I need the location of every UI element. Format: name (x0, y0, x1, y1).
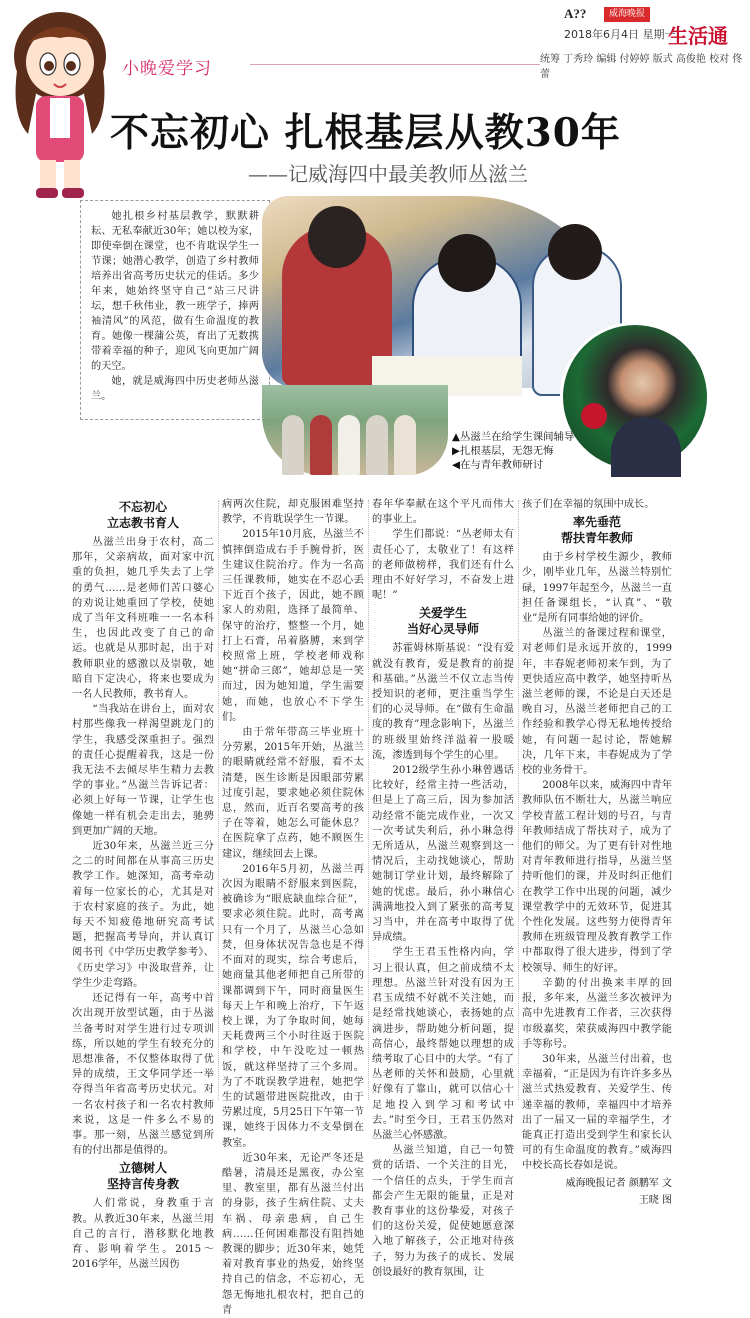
article-subtitle: ——记威海四中最美教师丛滋兰 (248, 162, 528, 186)
section-heading: 立德树人 (118, 1161, 167, 1176)
article-column-3 (372, 497, 514, 1280)
section-subheading: 当好心灵导师 (406, 622, 479, 637)
page-header (0, 0, 750, 92)
body-paragraph: 2012级学生孙小琳曾遇话比较好，经常主持一些活动，但是上了高三后，因为参加活动经常不能完成作业，一次又一次考试失利后，孙小琳急得无所适从，丛滋兰观察到这一情况后，主动找她谈心，帮助她制订学业计划，最终解除了她的忧虑。最后，孙小琳信心满满地投入到了紧张的高考复习当中，并在高考中取得了优异成绩。 (372, 765, 514, 944)
body-paragraph: “当我站在讲台上，面对农村那些像我一样渴望跳龙门的学生，我感受深重担子。强烈的责任心提醒着我，这是一份我无法不去倾尽毕生精力去教学的事业。”丛滋兰告诉记者：必须上好每一节课，让学生也像她一样有机会走出去，驰骋到更加广阔的天地。 (72, 704, 214, 837)
portrait-photo (560, 322, 710, 472)
staff-credits: 统筹 丁秀玲 编辑 付婷婷 版式 高俊艳 校对 佟蕾 (540, 54, 743, 80)
photo-figure (394, 415, 416, 475)
body-paragraph: 春年华奉献在这个平凡而伟大的事业上。 (372, 499, 514, 526)
photo-captions (452, 430, 574, 472)
body-paragraph: 学生王君玉性格内向，学习上很认真，但之前成绩不太理想。丛滋兰针对没有因为王君玉成绩不好就不关注她，而是经常找她谈心，表扬她的点滴进步，帮助她分析问题，提高信心，最终帮她以理想的成绩考取了心目中的大学。“有了丛老师的关怀和鼓励，心里就好像有了靠山，就可以信心十足地投入到学习和考试中去。”时至今日，王君玉仍然对丛滋兰心怀感激。 (372, 947, 514, 1141)
photo-figure (611, 417, 681, 477)
body-paragraph: 孩子们在幸福的氛围中成长。 (522, 499, 655, 510)
section-heading: 不忘初心 (118, 500, 167, 514)
body-paragraph: 丛滋兰出身于农村，高二那年，父亲病故，面对家中沉重的负担，她几乎失去了上学的勇气……是老师们苦口婆心的劝说让她重回了学校，使她成了当年文科班唯一一名本科生，也因此改变了自己的命运。也就是从那时起，出于对教师职业的感激以及崇敬，她暗自下定决心，将来也要成为一名人民教师，教书育人。 (72, 537, 214, 701)
body-paragraph: 由于乡村学校生源少，教师少，刚毕业几年，丛滋兰特别忙碌，1997年起至今，丛滋兰一直担任备课组长，“认真”、“敬业”是所有同事给她的评价。 (522, 552, 672, 625)
caption-line: ▶扎根基层，无怨无悔 (452, 445, 554, 457)
article-title: 不忘初心 扎根基层从教30年 (110, 110, 621, 156)
body-paragraph: 近30年来，丛滋兰近三分之二的时间都在从事高三历史教学工作。她深知，高考牵动着每一位家长的心，尤其是对于农村家庭的孩子。为此，她每天不知疲倦地研究高考试题，把握高考导向，并认真订阅书刊《中学历史教学参考》、《历史学习》中汲取营养，让学生少走弯路。 (72, 841, 214, 989)
edition-name: 生活通 (668, 24, 728, 48)
byline-photo: 王晓 图 (638, 1194, 672, 1206)
photo-figure (308, 206, 366, 268)
photo-figure (338, 415, 360, 475)
intro-paragraph: 她扎根乡村基层教学，默默耕耘、无私奉献近30年；她以校为家，即使牵倒在课堂，也不肯耽误学生一节课；她潜心教学，创造了乡村教师培养出省高考历史状元的佳话。多少年来，她始终坚守自己“站三尺讲坛，想千秋伟业，教一班学子，捧两袖清风”的风范，做有生命温度的教育。她像一棵蒲公英，育出了无数携带着幸福的种子，迎风飞向更加广阔的天空。 (91, 211, 259, 372)
body-paragraph: 人们常说，身教重于言教。从教近30年来，丛滋兰用自己的言行，潜移默化地教育、影响着学生。2015～2016学年，丛滋兰因伤 (72, 1198, 214, 1271)
section-subheading: 立志教书育人 (106, 516, 179, 530)
column-rule (518, 500, 519, 1100)
body-paragraph: 2015年10月底，丛滋兰不慎摔倒造成右手手腕骨折，医生建议住院治疗。作为一名高三任课教师，她实在不忍心丢下近百个孩子，因此，她不顾家人的劝阻，选择了最简单、保守的治疗，整整一个月，她打上石膏，吊着胳膊，来到学校照常上班，学校老师戏称她“拼命三郎”，她却总是一笑而过，因为她知道，学生需要她，而她，也放心不下学生们。 (222, 529, 364, 723)
article-column-4 (522, 497, 672, 1208)
photo-figure (438, 234, 496, 292)
photo-figure (366, 415, 388, 475)
article-column-1 (72, 497, 214, 1272)
column-rule (218, 500, 219, 1100)
article-column-2 (222, 497, 364, 1318)
intro-paragraph: 她，就是威海四中历史老师丛滋兰。 (91, 376, 259, 402)
rose-icon (581, 403, 607, 429)
body-paragraph: 苏霍姆林斯基说：“没有爱就没有教育，爱是教育的前提和基础。”丛滋兰不仅立志当传授知识的老师，更注重当学生们的心灵导师。在“做有生命温度的教育”理念影响下，丛滋兰的班级里始终洋溢着一股暖流，渗透到每个学生的心里。 (372, 643, 514, 761)
body-paragraph: 丛滋兰知道，自己一句赞赏的话语、一个关注的目光，一个信任的点头，于学生而言都会产生无限的能量，正是对教育事业的这份挚爱，对孩子们的这份关爱，促使她愿意深入地了解孩子，公正地对待孩子，努力为孩子的成长、发展创设最好的教育氛围，让 (372, 1145, 514, 1278)
group-photo (262, 385, 448, 475)
body-paragraph: 病两次住院，却克服困难坚持教学，不肯耽误学生一节课。 (222, 499, 364, 526)
photo-figure (310, 415, 332, 475)
caption-line: ▲丛滋兰在给学生课间辅导 (452, 431, 575, 443)
page-number: A?? (564, 6, 587, 21)
body-paragraph: 丛滋兰的备课过程和课堂，对老师们是永远开放的，1999年，丰春妮老师初来乍到，为了更快适应高中教学，她坚持听丛滋兰老师的课，不论是白天还是晚自习，丛滋兰老师把自己的工作经验和教学心得无私地传授给她，有问题一起讨论，帮她解决，几年下来，丰春妮成为了学校的业务骨干。 (522, 628, 672, 777)
body-paragraph: 2008年以来，威海四中青年教师队伍不断壮大，丛滋兰响应学校青蓝工程计划的号召，与青年教师结成了帮扶对子，成为了他们的师父。为了更有针对性地对青年教师进行指导，丛滋兰坚持听他们的课，并及时纠正他们在教学工作中出现的问题，减少课堂教学中的无效环节，促进其个性化发展。这些努力使得青年教师在班级管理及教育教学工作中都取得了很大进步，得到了学校领导、师生的好评。 (522, 780, 672, 974)
byline-writer: 威海晚报记者 颜鹏军 文 (565, 1177, 672, 1189)
section-heading: 关爱学生 (418, 606, 467, 621)
body-paragraph: 30年来，丛滋兰付出着，也幸福着，“正是因为有许许多多丛滋兰式热爱教育、关爱学生、传递幸福的教师，幸福四中才培养出了一届又一届的幸福学生，才能真正打造出受到学生和家长认可的有生命温度的教育。”威海四中校长高长春如是说。 (522, 1053, 672, 1172)
section-subheading: 帮扶青年教师 (560, 531, 633, 546)
intro-box (80, 200, 270, 420)
cartoon-girl-icon (6, 4, 114, 204)
body-paragraph: 辛勤的付出换来丰厚的回报，多年来，丛滋兰多次被评为高中先进教育工作者，三次获得市级嘉奖，荣获威海四中教学能手等称号。 (522, 977, 672, 1050)
body-paragraph: 2016年5月初，丛滋兰再次因为眼睛不舒服来到医院，被确诊为“眼底缺血综合征”，要求必须住院。此时，高考离只有一个月了，丛滋兰心急如焚，但身体状况告急也是不得不面对的现实，综合考虑后，她商量其他老师把自己所带的课都调到下午，同时商量医生每天上午和晚上治疗，下午返校上课，为了争取时间，她每天耗费两三个小时往返于医院和学校，中午没吃过一顿热饭，就这样坚持了三个多周。为了不耽误教学进程，她把学生的试题带进医院批改，由于劳累过度，5月25日下午第一节课，她终于因体力不支晕倒在教室。 (222, 863, 364, 1149)
caption-line: ◀在与青年教师研讨 (452, 459, 544, 471)
section-divider (250, 64, 540, 65)
photo-figure (548, 224, 602, 280)
column-rule (368, 500, 369, 1100)
body-paragraph: 由于常年带高三毕业班十分劳累，2015年开始，丛滋兰的眼睛就经常不舒服，看不太清楚，医生诊断是因眼部劳累过度引起，要求她必须住院休息，然而，近百名要高考的孩子在等着，她怎么可能休息？在医院拿了点药，她不顾医生建议，继续回去上课。 (222, 727, 364, 860)
body-paragraph: 学生们都说：“丛老师太有责任心了，太敬业了！有这样的老师做榜样，我们还有什么理由不好好学习，不奋发上进呢！” (372, 529, 514, 602)
section-name: 小晚爱学习 (122, 59, 212, 79)
section-heading: 率先垂范 (572, 515, 621, 530)
body-paragraph: 还记得有一年，高考中首次出现开放型试题，由于丛滋兰备考时对学生进行过专项训练，所以她的学生有较充分的思想准备，不仅整体取得了优异的成绩，王文华同学还一举夺得当年省高考历史状元。对一名农村孩子和一名农村教师来说，这是一件多么不易的事。那一刻，丛滋兰感觉到所有的付出都是值得的。 (72, 993, 214, 1157)
section-subheading: 坚持言传身教 (106, 1177, 179, 1192)
dateline: 2018年6月4日 星期一 (564, 28, 676, 41)
brand-badge: 威海晚报 (604, 7, 650, 22)
body-paragraph: 近30年来，无论严冬还是酷暑，清晨还是黑夜，办公室里、教室里，都有丛滋兰付出的身影，孩子生病住院、丈夫车祸、母亲患病，自己生病……任何困难都没有阻挡她教课的脚步；近30年来，她凭着对教育事业的热爱，始终坚持自己的信念，不忘初心，无怨无悔地扎根农村，把自己的青 (222, 1152, 364, 1316)
photo-figure (282, 415, 304, 475)
